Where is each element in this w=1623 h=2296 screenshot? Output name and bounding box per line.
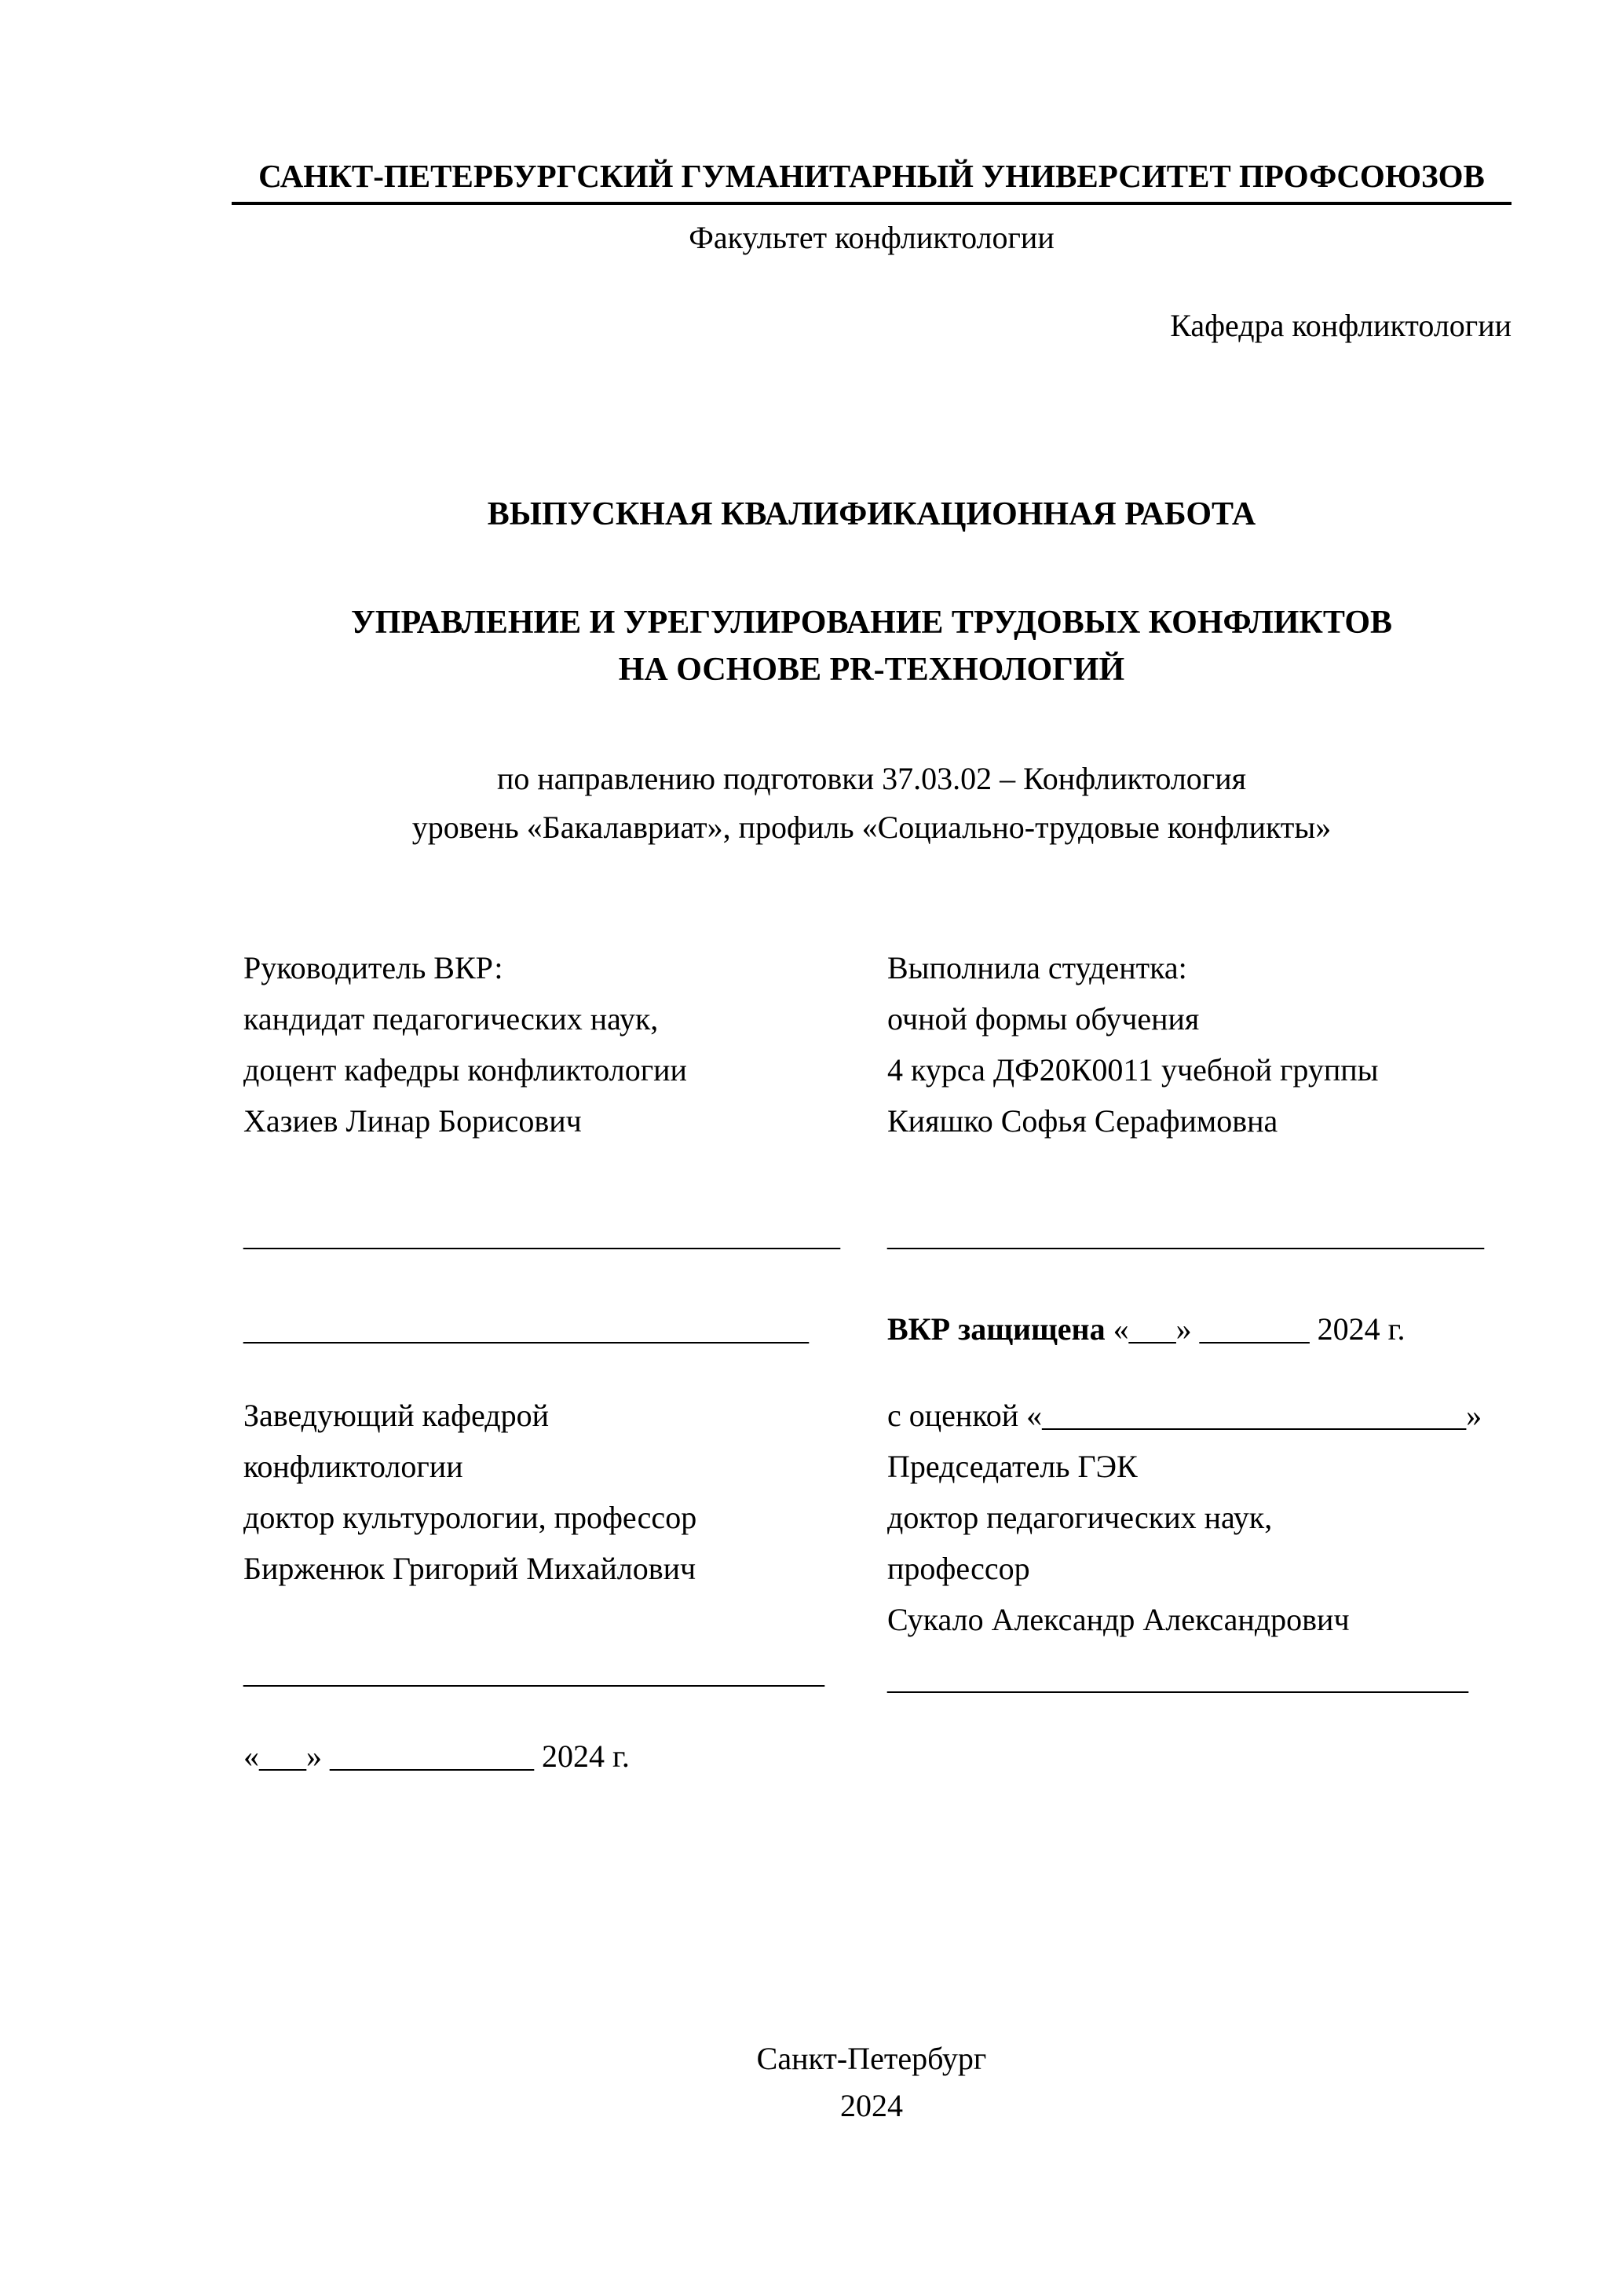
footer: [232, 2035, 1512, 2130]
thesis-title-line-1: УПРАВЛЕНИЕ И УРЕГУЛИРОВАНИЕ ТРУДОВЫХ КОНФЛИКТОВ: [350, 604, 1392, 641]
committee-chair-name: Сукало Александр Александрович: [887, 1601, 1350, 1637]
student-study-form: очной формы обучения: [887, 1000, 1200, 1036]
defended-date-blank: «___» _______ 2024 г.: [1105, 1311, 1406, 1347]
page-content: [232, 0, 1512, 1782]
thesis-title: [232, 599, 1512, 693]
committee-chair-degree: доктор педагогических наук,: [887, 1499, 1273, 1535]
program-direction: по направлению подготовки 37.03.02 – Конфликтология: [496, 760, 1247, 796]
chair-signature-line: _____________________________________: [887, 1660, 1468, 1696]
committee-chair-position: профессор: [887, 1550, 1030, 1586]
grade-line: с оценкой «___________________________»: [887, 1397, 1482, 1433]
student-label: Выполнила студентка:: [887, 949, 1187, 985]
supervisor-degree: кандидат педагогических наук,: [243, 1000, 659, 1036]
header-divider: [232, 202, 1512, 205]
defended-label: ВКР защищена: [887, 1311, 1106, 1347]
defended-line: [887, 1303, 1512, 1355]
head-of-department-title-2: конфликтологии: [243, 1448, 463, 1484]
supervisor-signature-line-2: ____________________________________: [243, 1311, 809, 1347]
student-group: 4 курса ДФ20К0011 учебной группы: [887, 1051, 1379, 1088]
program-info: [232, 755, 1512, 852]
student-signature-line: ______________________________________: [887, 1216, 1484, 1252]
approval-date-line: «___» _____________ 2024 г.: [243, 1738, 630, 1774]
student-name: Кияшко Софья Серафимовна: [887, 1102, 1278, 1139]
left-column: [243, 942, 887, 1782]
department-name: Кафедра конфликтологии: [1170, 308, 1512, 344]
university-name: САНКТ-ПЕТЕРБУРГСКИЙ ГУМАНИТАРНЫЙ УНИВЕРСИТЕТ ПРОФСОЮЗОВ: [258, 158, 1485, 194]
head-of-department-name: Бирженюк Григорий Михайлович: [243, 1550, 696, 1586]
faculty-name: Факультет конфликтологии: [689, 220, 1055, 256]
committee-chair-label: Председатель ГЭК: [887, 1448, 1138, 1484]
head-signature-line: _____________________________________: [243, 1654, 824, 1690]
footer-city: Санкт-Петербург: [756, 2041, 987, 2076]
supervisor-position: доцент кафедры конфликтологии: [243, 1051, 687, 1088]
supervisor-name: Хазиев Линар Борисович: [243, 1102, 582, 1139]
supervisor-signature-line: ______________________________________: [243, 1216, 840, 1252]
right-column: [887, 942, 1512, 1782]
footer-year: 2024: [840, 2088, 903, 2123]
work-type-heading: ВЫПУСКНАЯ КВАЛИФИКАЦИОННАЯ РАБОТА: [487, 496, 1256, 533]
head-of-department-degree: доктор культурологии, профессор: [243, 1499, 697, 1535]
supervisor-label: Руководитель ВКР:: [243, 949, 503, 985]
signature-columns: [232, 942, 1512, 1782]
head-of-department-title-1: Заведующий кафедрой: [243, 1397, 550, 1433]
thesis-title-line-2: НА ОСНОВЕ PR-ТЕХНОЛОГИЙ: [618, 651, 1125, 688]
program-level-profile: уровень «Бакалавриат», профиль «Социально-трудовые конфликты»: [411, 809, 1332, 845]
